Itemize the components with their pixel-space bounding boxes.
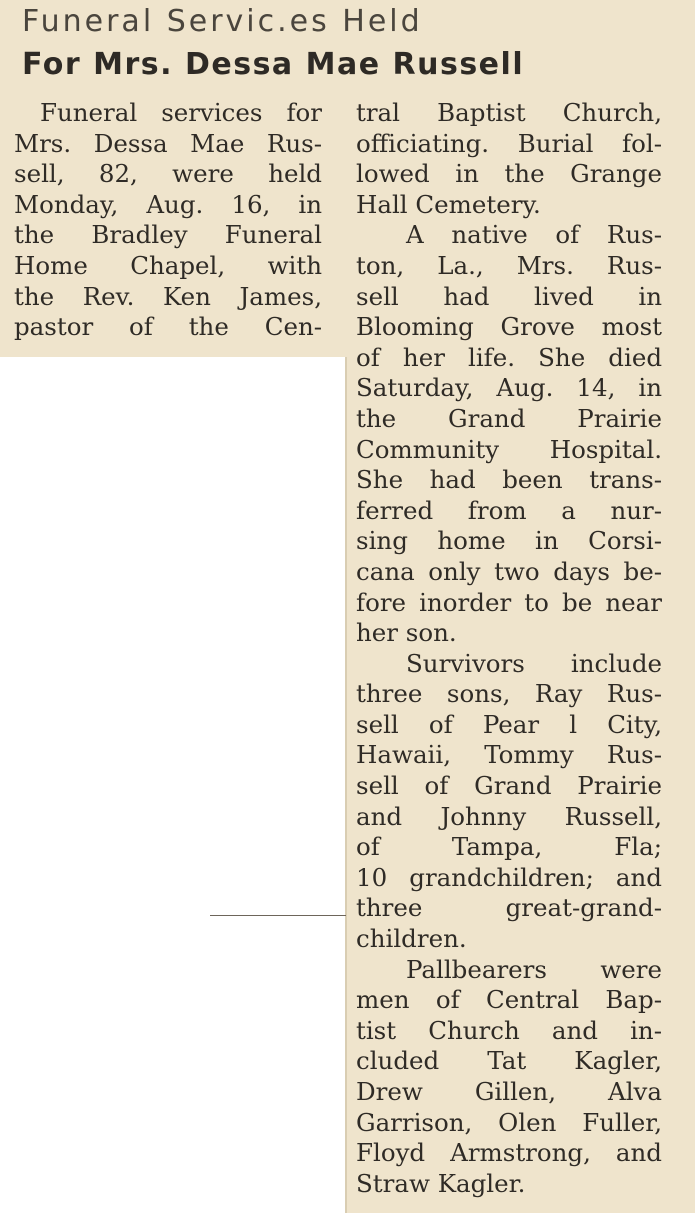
text-line: Blooming Grove most bbox=[356, 312, 662, 342]
text-line: three great-grand- bbox=[356, 893, 662, 923]
scan-line-mark bbox=[210, 915, 346, 916]
text-line: Monday, Aug. 16, in bbox=[14, 189, 322, 219]
text-line: Floyd Armstrong, and bbox=[356, 1138, 662, 1168]
text-line: children. bbox=[356, 924, 467, 954]
text-line: 10 grandchildren; and bbox=[356, 862, 662, 892]
text-line: tral Baptist Church, bbox=[356, 98, 662, 127]
text-line: ferred from a nur- bbox=[356, 495, 662, 525]
text-line: fore inorder to be near bbox=[356, 587, 662, 617]
text-line: Survivors include bbox=[406, 648, 662, 678]
text-line: Funeral services for bbox=[40, 98, 322, 127]
text-line: sell, 82, were held bbox=[14, 159, 322, 189]
text-line: Straw Kagler. bbox=[356, 1168, 526, 1198]
text-line: sell of Grand Prairie bbox=[356, 771, 662, 801]
text-line: her son. bbox=[356, 618, 457, 648]
text-line: sell had lived in bbox=[356, 281, 662, 311]
text-line: of Tampa, Fla; bbox=[356, 832, 662, 862]
text-line: Saturday, Aug. 14, in bbox=[356, 373, 662, 403]
text-line: Home Chapel, with bbox=[14, 250, 322, 280]
text-line: Pallbearers were bbox=[406, 954, 662, 984]
text-line: sing home in Corsi- bbox=[356, 526, 662, 556]
text-line: sell of Pear l City, bbox=[356, 709, 662, 739]
text-line: ton, La., Mrs. Rus- bbox=[356, 250, 662, 280]
text-line: Garrison, Olen Fuller, bbox=[356, 1107, 662, 1137]
text-line: cana only two days be- bbox=[356, 556, 662, 586]
article-column-2 bbox=[356, 98, 662, 1199]
text-line: Hall Cemetery. bbox=[356, 189, 541, 219]
text-line: men of Central Bap- bbox=[356, 985, 662, 1015]
text-line: tist Church and in- bbox=[356, 1015, 662, 1045]
text-line: the Grand Prairie bbox=[356, 403, 662, 433]
text-line: the Bradley Funeral bbox=[14, 220, 322, 250]
text-line: Community Hospital. bbox=[356, 434, 662, 464]
text-line: Mrs. Dessa Mae Rus- bbox=[14, 128, 322, 158]
text-line: and Johnny Russell, bbox=[356, 801, 662, 831]
text-line: pastor of the Cen- bbox=[14, 312, 322, 342]
text-line: cluded Tat Kagler, bbox=[356, 1046, 662, 1076]
obituary-headline bbox=[0, 0, 695, 96]
text-line: Hawaii, Tommy Rus- bbox=[356, 740, 662, 770]
headline-line-1: Funeral Servic.es Held bbox=[22, 4, 423, 39]
text-line: of her life. She died bbox=[356, 342, 662, 372]
headline-line-2: For Mrs. Dessa Mae Russell bbox=[22, 47, 525, 82]
text-line: Drew Gillen, Alva bbox=[356, 1077, 662, 1106]
text-line: She had been trans- bbox=[356, 465, 662, 495]
text-line: officiating. Burial fol- bbox=[356, 128, 662, 158]
text-line: the Rev. Ken James, bbox=[14, 281, 322, 311]
text-line: three sons, Ray Rus- bbox=[356, 679, 662, 709]
text-line: lowed in the Grange bbox=[356, 159, 662, 189]
article-column-1 bbox=[14, 98, 322, 343]
clipping-cut-edge bbox=[345, 357, 347, 1213]
text-line: A native of Rus- bbox=[406, 220, 662, 250]
